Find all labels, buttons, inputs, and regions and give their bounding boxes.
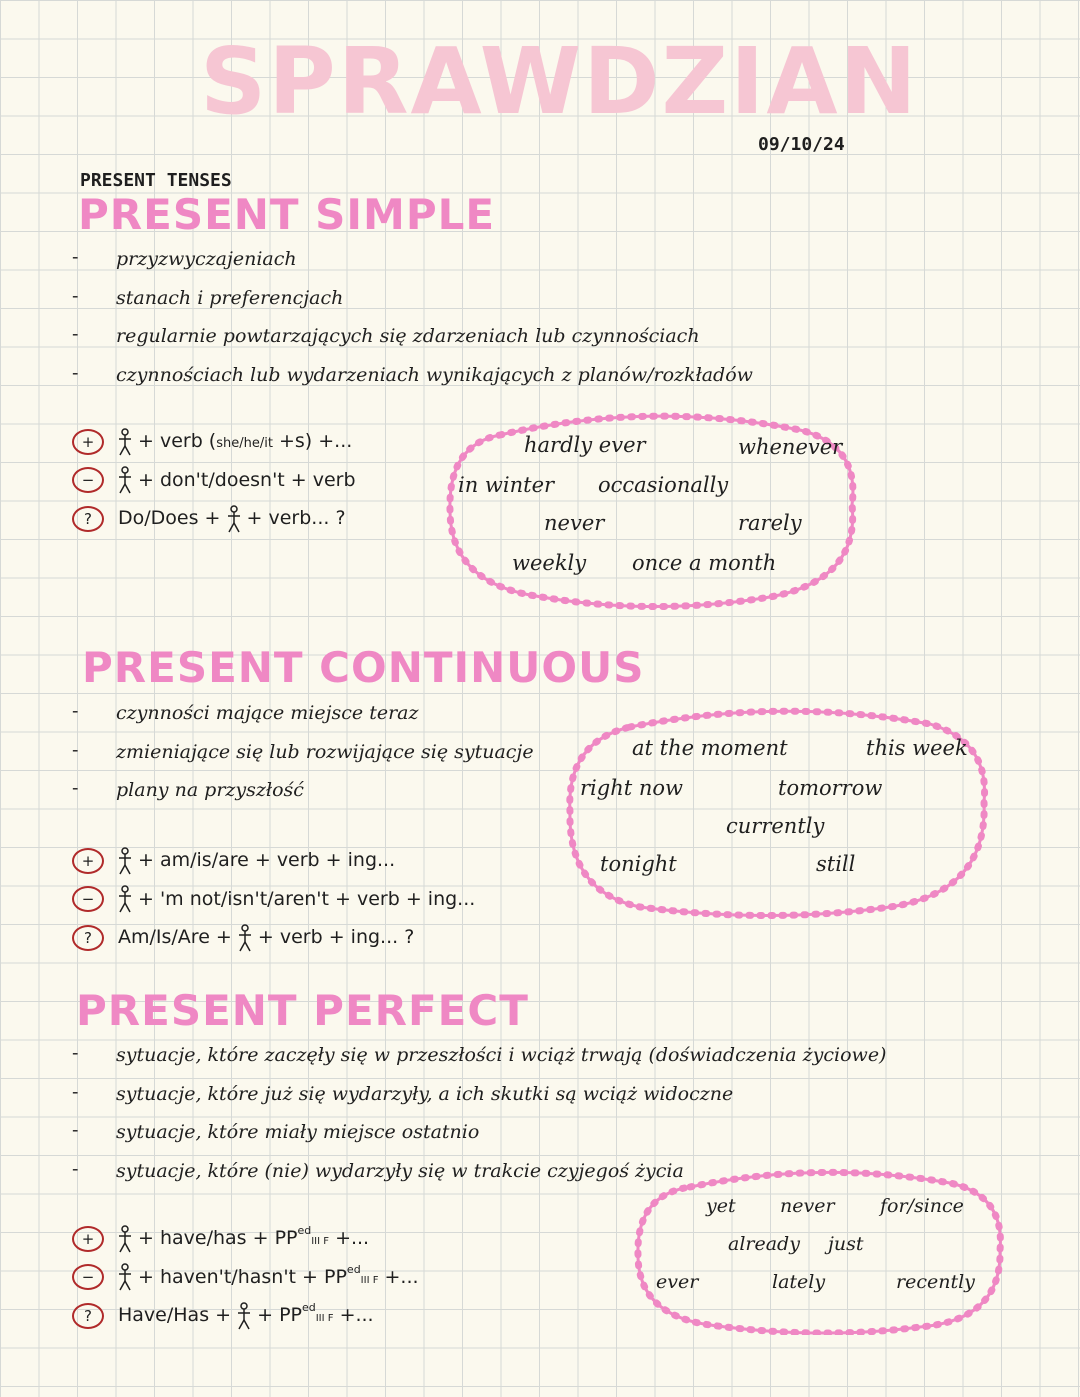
plus-marker: + <box>72 848 104 874</box>
formula-text: + verb + ing... ? <box>257 926 415 948</box>
formula-end: +... <box>384 1265 419 1288</box>
heading-present-simple: PRESENT SIMPLE <box>78 190 496 239</box>
question-marker: ? <box>72 925 104 951</box>
time-word: recently <box>896 1271 975 1293</box>
time-word: at the moment <box>632 736 788 760</box>
list-item: - sytuacje, które miały miejsce ostatnio <box>72 1113 886 1152</box>
list-item: - stanach i preferencjach <box>72 279 753 318</box>
formula-pre: Do/Does + <box>118 507 221 529</box>
present-continuous-uses <box>72 694 534 810</box>
time-word: right now <box>580 776 683 800</box>
list-item: - zmieniające się lub rozwijające się sytuacje <box>72 733 534 772</box>
time-word: tomorrow <box>778 776 883 800</box>
time-word: never <box>544 511 605 535</box>
present-simple-formulas <box>72 422 356 538</box>
formula-question <box>72 1296 419 1335</box>
time-word: occasionally <box>598 473 729 497</box>
formula-end: +... <box>335 1227 370 1249</box>
formula-negative <box>72 1258 419 1297</box>
list-item: - sytuacje, które (nie) wydarzyły się w trakcie czyjegoś życia <box>72 1152 886 1191</box>
formula-positive <box>72 841 475 880</box>
time-word: in winter <box>458 473 555 497</box>
time-word: already <box>728 1233 800 1255</box>
formula-positive <box>72 422 356 461</box>
time-word: whenever <box>738 435 843 459</box>
list-item: - przyzwyczajeniach <box>72 240 753 279</box>
formula-sub: III F <box>360 1274 379 1286</box>
list-item: - sytuacje, które już się wydarzyły, a ich skutki są wciąż widoczne <box>72 1075 886 1114</box>
page-title: SPRAWDZIAN <box>200 28 919 135</box>
formula-text: + verb ( <box>138 430 217 452</box>
formula-text: + haven't/hasn't + PP <box>138 1265 347 1288</box>
formula-negative <box>72 880 475 919</box>
time-word: yet <box>706 1195 736 1217</box>
formula-sup: ed <box>297 1224 312 1237</box>
person-icon <box>118 466 132 494</box>
formula-text: + have/has + PP <box>138 1227 298 1249</box>
list-item: - regularnie powtarzających się zdarzeniach lub czynnościach <box>72 317 753 356</box>
formula-positive <box>72 1219 419 1258</box>
formula-sup: ed <box>301 1301 316 1314</box>
person-icon <box>118 1225 132 1253</box>
time-words-cloud-simple <box>440 405 860 610</box>
person-icon <box>118 428 132 456</box>
person-icon <box>118 1263 132 1291</box>
formula-text-end: +s) +... <box>278 430 353 452</box>
time-word: rarely <box>738 511 802 535</box>
minus-marker: − <box>72 886 104 912</box>
person-icon <box>237 1302 251 1330</box>
formula-pre: Am/Is/Are + <box>118 926 232 948</box>
formula-sub: III F <box>315 1313 334 1324</box>
formula-small: she/he/it <box>216 436 273 451</box>
present-perfect-formulas <box>72 1219 419 1335</box>
time-word: lately <box>772 1271 826 1293</box>
present-simple-uses <box>72 240 753 394</box>
heading-present-continuous: PRESENT CONTINUOUS <box>82 643 645 692</box>
formula-text: + don't/doesn't + verb <box>138 468 356 491</box>
cloud-outline <box>630 1165 1010 1335</box>
formula-text: + am/is/are + verb + ing... <box>138 849 396 871</box>
time-word: never <box>780 1195 835 1217</box>
time-word: tonight <box>600 852 677 876</box>
formula-negative <box>72 461 356 500</box>
person-icon <box>118 885 132 913</box>
formula-question <box>72 918 475 957</box>
time-word: weekly <box>512 551 587 575</box>
time-word: still <box>816 852 856 876</box>
minus-marker: − <box>72 1264 104 1290</box>
time-words-cloud-perfect <box>630 1165 1010 1335</box>
plus-marker: + <box>72 429 104 455</box>
time-word: just <box>828 1233 864 1255</box>
time-word: for/since <box>880 1195 964 1217</box>
formula-sup: ed <box>346 1262 361 1276</box>
person-icon <box>227 505 241 533</box>
formula-end: +... <box>339 1304 374 1326</box>
list-item: - czynnościach lub wydarzeniach wynikających z planów/rozkładów <box>72 356 753 395</box>
time-word: hardly ever <box>524 433 646 457</box>
time-word: this week <box>866 736 968 760</box>
time-word: currently <box>726 814 825 838</box>
list-item: - czynności mające miejsce teraz <box>72 694 534 733</box>
person-icon <box>118 847 132 875</box>
formula-question <box>72 499 356 538</box>
person-icon <box>238 924 252 952</box>
plus-marker: + <box>72 1226 104 1252</box>
heading-present-perfect: PRESENT PERFECT <box>76 986 529 1035</box>
time-words-cloud-continuous <box>560 702 995 920</box>
formula-sub: III F <box>311 1236 330 1247</box>
question-marker: ? <box>72 1303 104 1329</box>
present-continuous-formulas <box>72 841 475 957</box>
time-word: once a month <box>632 551 777 575</box>
minus-marker: − <box>72 467 104 493</box>
subheading: PRESENT TENSES <box>80 170 232 191</box>
time-word: ever <box>656 1271 699 1293</box>
date: 09/10/24 <box>758 134 845 155</box>
formula-text: + PP <box>257 1304 302 1326</box>
formula-text: + verb... ? <box>246 507 346 529</box>
formula-pre: Have/Has + <box>118 1304 232 1326</box>
list-item: - sytuacje, które zaczęły się w przeszłości i wciąż trwają (doświadczenia życiowe) <box>72 1036 886 1075</box>
question-marker: ? <box>72 506 104 532</box>
cloud-outline <box>560 702 995 920</box>
formula-text: + 'm not/isn't/aren't + verb + ing... <box>138 887 476 910</box>
list-item: - plany na przyszłość <box>72 771 534 810</box>
